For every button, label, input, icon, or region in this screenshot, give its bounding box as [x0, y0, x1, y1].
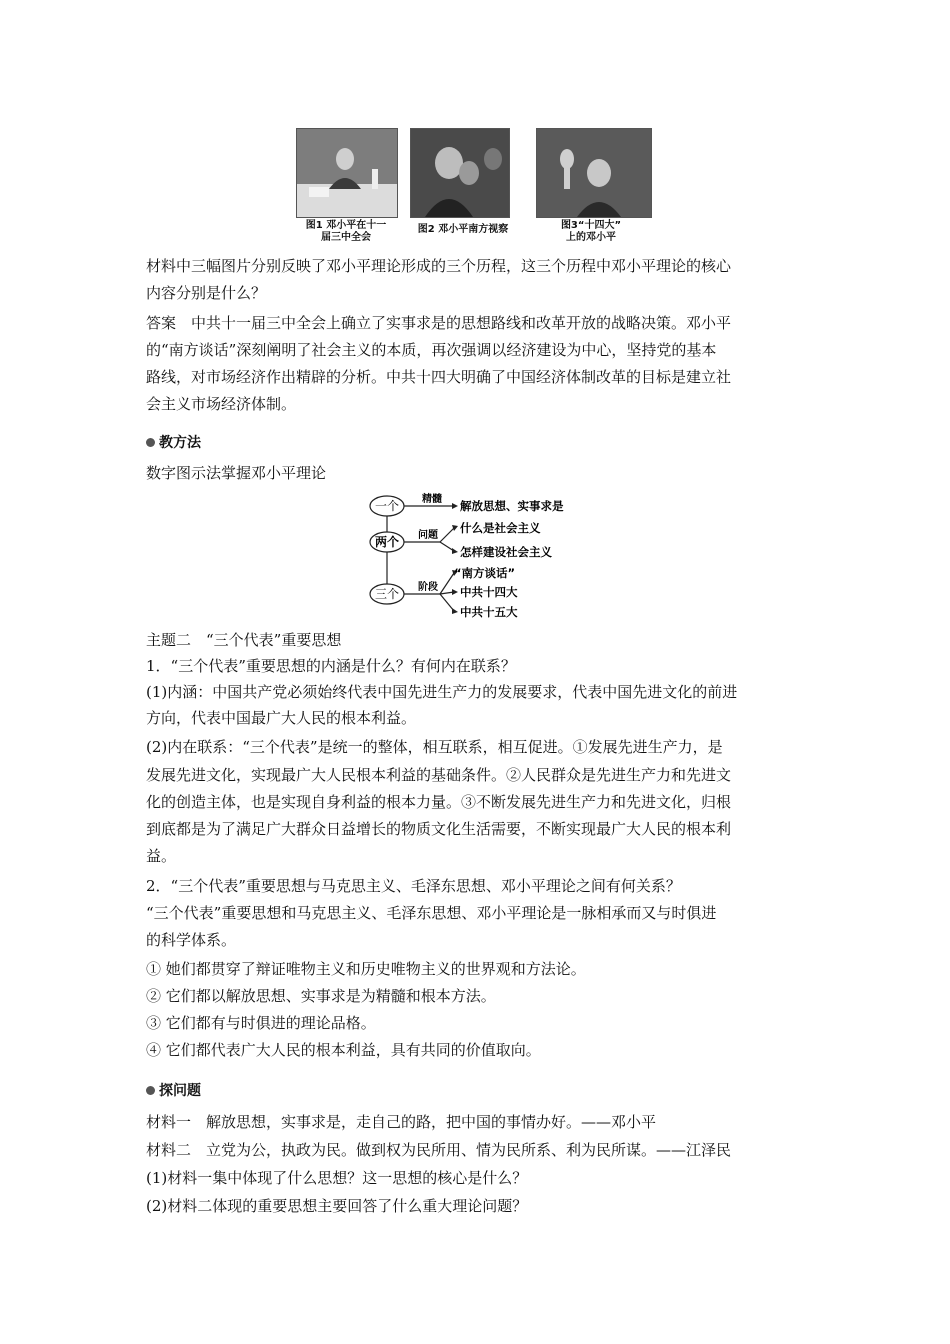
- question-line: 内容分别是什么？: [146, 284, 267, 302]
- section-title: 探问题: [159, 1083, 201, 1099]
- answer-line: 路线，对市场经济作出精辟的分析。中共十四大明确了中国经济体制改革的目标是建立社: [146, 368, 732, 386]
- bullet-dot-icon: [146, 1086, 155, 1095]
- figure-caption: [400, 224, 526, 236]
- caption-line: 图3“十四大”: [560, 220, 622, 231]
- figure-caption: [290, 220, 402, 244]
- body-line: 方向，代表中国最广大人民的根本利益。: [146, 709, 417, 727]
- material-line: 材料一 解放思想，实事求是，走自己的路，把中国的事情办好。——邓小平: [146, 1113, 657, 1131]
- deng-theory-diagram: [368, 491, 588, 621]
- body-line: (1)内涵：中国共产党必须始终代表中国先进生产力的发展要求，代表中国先进文化的前进: [146, 683, 738, 701]
- diagram-label-essence: 精髓: [422, 494, 442, 505]
- body-line: 发展先进文化，实现最广大人民根本利益的基础条件。②人民群众是先进生产力和先进文: [146, 766, 732, 784]
- diagram-problem-a: 什么是社会主义: [460, 521, 541, 535]
- diagram-stage-b: 中共十四大: [460, 585, 518, 599]
- caption-line: 上的邓小平: [566, 232, 616, 243]
- diagram-label-stage: 阶段: [418, 582, 438, 593]
- answer-line: 答案 中共十一届三中全会上确立了实事求是的思想路线和改革开放的战略决策。邓小平: [146, 314, 732, 332]
- body-line: 的科学体系。: [146, 931, 237, 949]
- list-item: ④ 它们都代表广大人民的根本利益，具有共同的价值取向。: [146, 1041, 541, 1059]
- explore-question: (1)材料一集中体现了什么思想？这一思想的核心是什么？: [146, 1169, 528, 1187]
- photo-deng-14th-congress: [536, 128, 652, 218]
- diagram-node-one: 一个: [374, 499, 400, 513]
- body-line: 化的创造主体，也是实现自身利益的根本力量。③不断发展先进生产力和先进文化，归根: [146, 793, 732, 811]
- diagram-stage-a: “南方谈话”: [454, 566, 516, 580]
- list-item: ③ 它们都有与时俱进的理论品格。: [146, 1014, 376, 1032]
- body-line: (2)内在联系：“三个代表”是统一的整体，相互联系，相互促进。①发展先进生产力，是: [146, 738, 723, 756]
- answer-line: 会主义市场经济体制。: [146, 395, 297, 413]
- topic-question: 1．“三个代表”重要思想的内涵是什么？有何内在联系？: [146, 657, 516, 675]
- teach-intro: 数字图示法掌握邓小平理论: [146, 464, 327, 482]
- body-line: 益。: [146, 847, 177, 865]
- diagram-label-problem: 问题: [418, 530, 438, 541]
- diagram-node-three: 三个: [374, 587, 400, 601]
- photo-deng-south-tour: [410, 128, 510, 218]
- body-line: “三个代表”重要思想和马克思主义、毛泽东思想、邓小平理论是一脉相承而又与时俱进: [146, 904, 717, 922]
- caption-line: 图1 邓小平在十一: [305, 220, 387, 231]
- caption-line: 图2 邓小平南方视察: [417, 224, 509, 235]
- topic-title: 主题二 “三个代表”重要思想: [146, 631, 342, 649]
- answer-line: 的“南方谈话”深刻阐明了社会主义的本质，再次强调以经济建设为中心，坚持党的基本: [146, 341, 717, 359]
- bullet-dot-icon: [146, 438, 155, 447]
- diagram-problem-b: 怎样建设社会主义: [460, 545, 552, 559]
- photo-deng-third-plenum: [296, 128, 398, 218]
- explore-question: (2)材料二体现的重要思想主要回答了什么重大理论问题？: [146, 1197, 528, 1215]
- diagram-node-two: 两个: [374, 535, 400, 549]
- list-item: ① 她们都贯穿了辩证唯物主义和历史唯物主义的世界观和方法论。: [146, 960, 586, 978]
- section-heading-teach: [146, 432, 201, 452]
- topic-question: 2．“三个代表”重要思想与马克思主义、毛泽东思想、邓小平理论之间有何关系？: [146, 877, 681, 895]
- section-title: 教方法: [159, 435, 201, 451]
- diagram-stage-c: 中共十五大: [460, 605, 518, 619]
- caption-line: 届三中全会: [321, 232, 371, 243]
- figure-caption: [536, 220, 646, 244]
- diagram-essence-text: 解放思想、实事求是: [460, 499, 564, 513]
- material-line: 材料二 立党为公，执政为民。做到权为民所用、情为民所系、利为民所谋。——江泽民: [146, 1141, 732, 1159]
- list-item: ② 它们都以解放思想、实事求是为精髓和根本方法。: [146, 987, 496, 1005]
- section-heading-explore: [146, 1080, 201, 1100]
- question-line: 材料中三幅图片分别反映了邓小平理论形成的三个历程，这三个历程中邓小平理论的核心: [146, 257, 732, 275]
- body-line: 到底都是为了满足广大群众日益增长的物质文化生活需要，不断实现最广大人民的根本利: [146, 820, 732, 838]
